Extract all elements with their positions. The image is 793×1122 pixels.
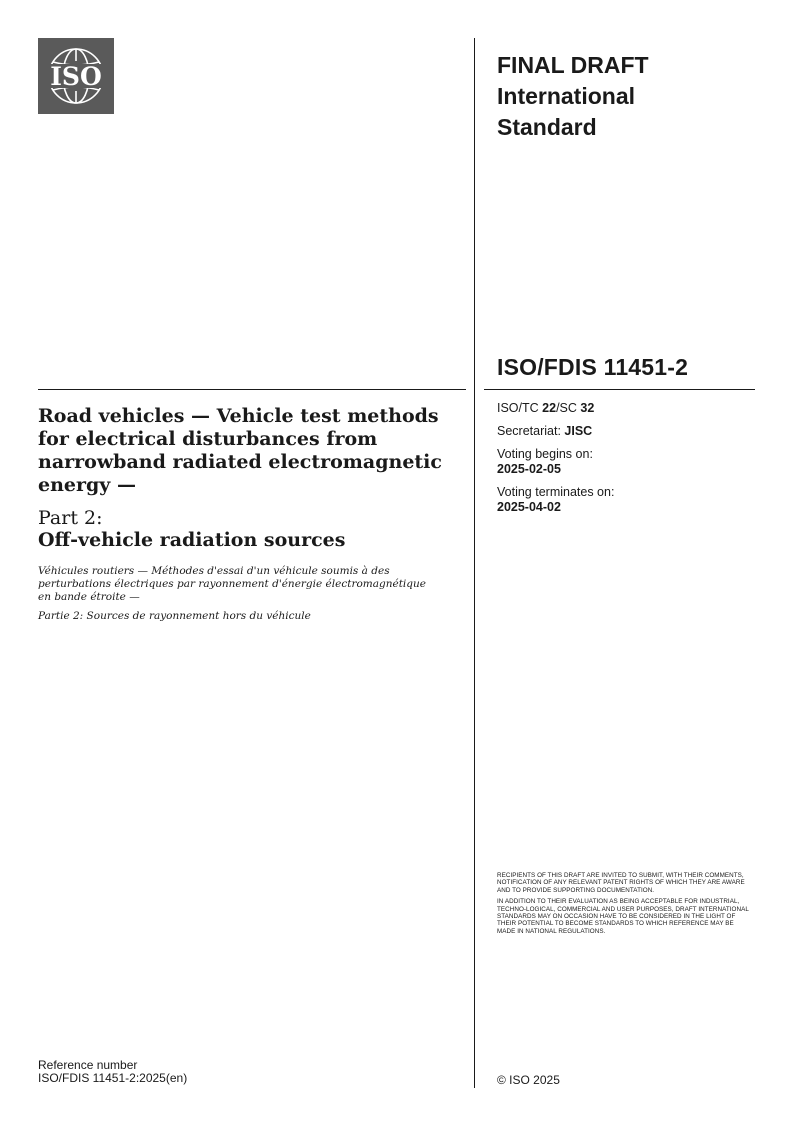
main-title: Road vehicles — Vehicle test methods for electrical disturbances from narrowband radiated electromagnetic energy — <box>38 405 442 496</box>
reference-number-block <box>38 1059 187 1085</box>
document-title-block <box>38 405 458 623</box>
french-title: Véhicules routiers — Méthodes d'essai d'un véhicule soumis à des perturbations électriques par rayonnement d'énergie électromagnétique en bande étroite — <box>38 565 426 603</box>
committee-prefix: ISO/TC <box>497 401 543 415</box>
sc-number: 32 <box>580 401 595 415</box>
french-part-title: Partie 2: Sources de rayonnement hors du véhicule <box>38 610 311 622</box>
horizontal-divider-right <box>484 389 755 390</box>
committee-line <box>497 401 747 416</box>
secretariat-line <box>497 424 747 439</box>
vertical-divider <box>474 38 475 1088</box>
voting-terminates-date: 2025-04-02 <box>497 500 561 514</box>
document-status <box>497 50 757 143</box>
status-line-3: Standard <box>497 114 597 140</box>
part-title: Off-vehicle radiation sources <box>38 529 346 551</box>
horizontal-divider-left <box>38 389 466 390</box>
voting-terminates <box>497 485 747 515</box>
draft-notice <box>497 872 752 939</box>
secretariat-value: JISC <box>564 424 593 438</box>
reference-value: ISO/FDIS 11451-2:2025(en) <box>38 1071 188 1085</box>
iso-logo <box>38 38 114 114</box>
status-line-2: International <box>497 83 636 109</box>
voting-terminates-label: Voting terminates on: <box>497 485 615 499</box>
iso-globe-icon <box>38 38 114 114</box>
voting-begins-label: Voting begins on: <box>497 447 593 461</box>
sc-prefix: /SC <box>556 401 581 415</box>
notice-paragraph-2: IN ADDITION TO THEIR EVALUATION AS BEING ACCEPTABLE FOR INDUSTRIAL, TECHNO-LOGICAL, COMMERCIAL AND USER PURPOSES, DRAFT INTERNATIONAL STANDARDS MAY ON OCCASION HAVE TO BE CONSIDERED IN THE LIGHT OF THEIR POTENTIAL TO BECOME STANDARDS TO WHICH REFERENCE MAY BE MADE IN NATIONAL REGULATIONS. <box>497 898 749 935</box>
part-label: Part 2: <box>38 507 103 529</box>
document-metadata <box>497 401 747 523</box>
copyright: © ISO 2025 <box>497 1073 560 1087</box>
status-line-1: FINAL DRAFT <box>497 52 649 78</box>
svg-text:ISO: ISO <box>50 62 102 91</box>
secretariat-label: Secretariat: <box>497 424 565 438</box>
voting-begins-date: 2025-02-05 <box>497 462 561 476</box>
voting-begins <box>497 447 747 477</box>
document-number: ISO/FDIS 11451-2 <box>497 354 689 380</box>
tc-number: 22 <box>542 401 557 415</box>
notice-paragraph-1: RECIPIENTS OF THIS DRAFT ARE INVITED TO SUBMIT, WITH THEIR COMMENTS, NOTIFICATION OF ANY RELEVANT PATENT RIGHTS OF WHICH THEY ARE AWARE AND TO PROVIDE SUPPORTING DOCUMENTATION. <box>497 872 745 894</box>
reference-label: Reference number <box>38 1058 138 1072</box>
